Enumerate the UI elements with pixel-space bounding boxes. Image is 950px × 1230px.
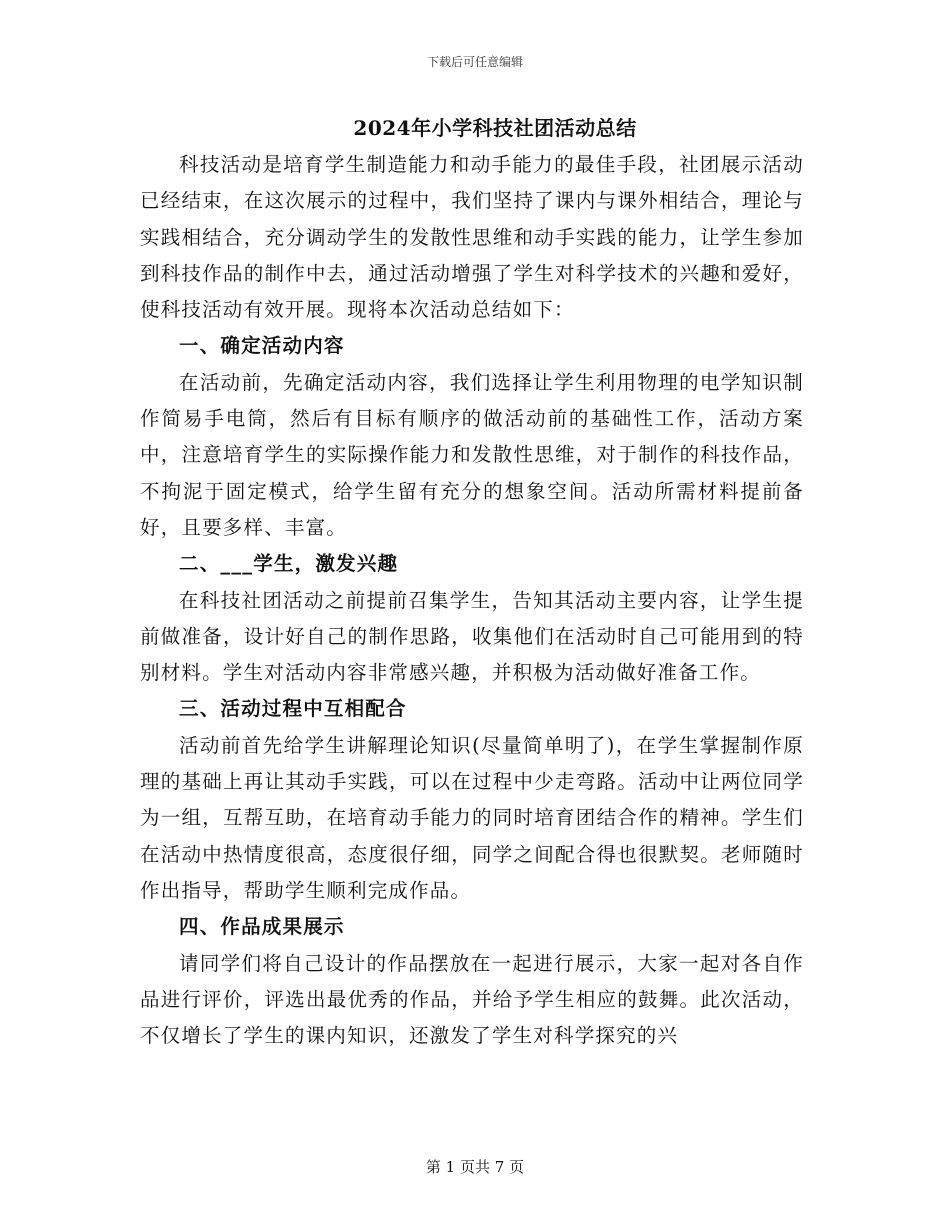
section-heading-2: 二、___学生，激发兴趣 (179, 552, 399, 576)
section-heading-1: 一、确定活动内容 (179, 334, 345, 358)
document-body (140, 147, 804, 1054)
page-header: 下载后可任意编辑 (426, 55, 523, 69)
page-footer: 第 1 页共 7 页 (425, 1158, 525, 1176)
section-heading-3: 三、活动过程中互相配合 (179, 697, 407, 721)
section-body-2: 在科技社团活动之前提前召集学生，告知其活动主要内容，让学生提前做准备，设计好自己的制作思路，收集他们在活动时自己可能用到的特别材料。学生对活动内容非常感兴趣，并积极为活动做好准备工作。 (140, 588, 804, 685)
intro-paragraph: 科技活动是培育学生制造能力和动手能力的最佳手段，社团展示活动已经结束，在这次展示的过程中，我们坚持了课内与课外相结合，理论与实践相结合，充分调动学生的发散性思维和动手实践的能力，让学生参加到科技作品的制作中去，通过活动增强了学生对科学技术的兴趣和爱好，使科技活动有效开展。现将本次活动总结如下： (140, 153, 804, 322)
section-body-1: 在活动前，先确定活动内容，我们选择让学生利用物理的电学知识制作简易手电筒，然后有目标有顺序的做活动前的基础性工作，活动方案中，注意培育学生的实际操作能力和发散性思维，对于制作的科技作品，不拘泥于固定模式，给学生留有充分的想象空间。活动所需材料提前备好，且要多样、丰富。 (140, 370, 804, 539)
section-body-3: 活动前首先给学生讲解理论知识(尽量简单明了)，在学生掌握制作原理的基础上再让其动手实践，可以在过程中少走弯路。活动中让两位同学为一组，互帮互助，在培育动手能力的同时培育团结合作的精神。学生们在活动中热情度很高，态度很仔细，同学之间配合得也很默契。老师随时作出指导，帮助学生顺利完成作品。 (140, 733, 804, 902)
document-title: 2024年小学科技社团活动总结 (353, 116, 637, 140)
section-heading-4: 四、作品成果展示 (179, 915, 345, 939)
section-body-4: 请同学们将自己设计的作品摆放在一起进行展示，大家一起对各自作品进行评价，评选出最优秀的作品，并给予学生相应的鼓舞。此次活动，不仅增长了学生的课内知识，还激发了学生对科学探究的兴 (140, 951, 804, 1048)
